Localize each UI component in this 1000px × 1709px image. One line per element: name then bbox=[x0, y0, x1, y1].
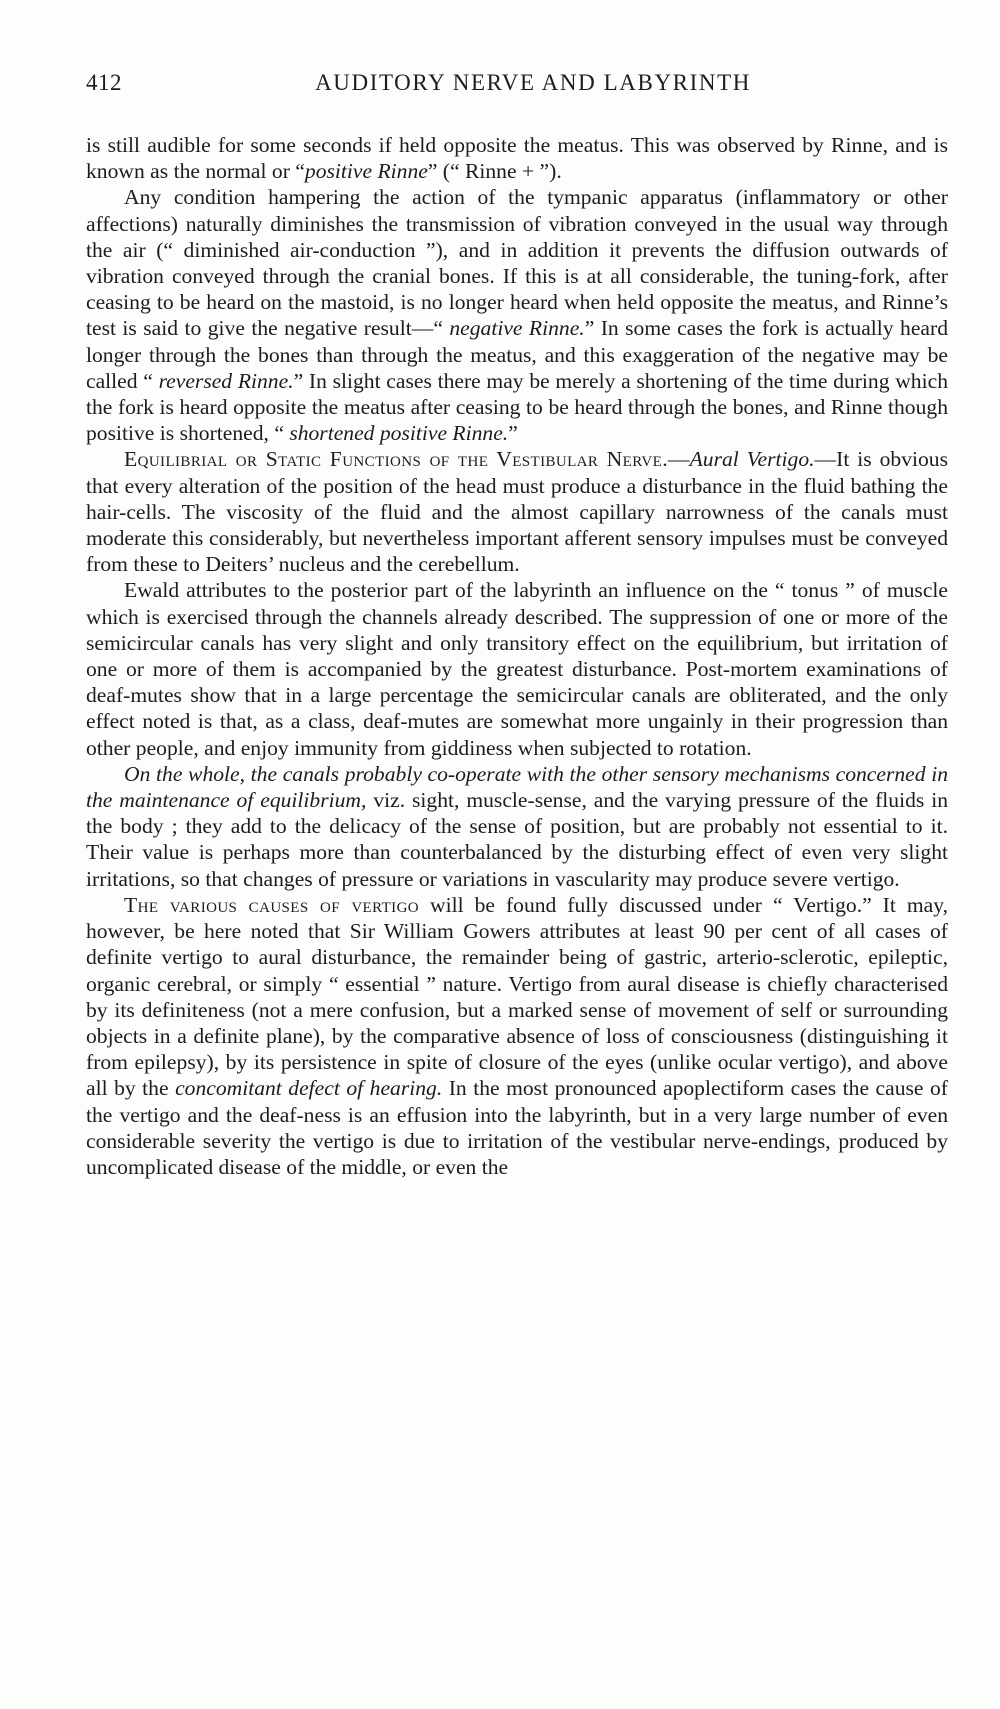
text-span: —It is obvious that every alteration of the position of the head must produce a disturbance in the fluid bathing the hair-cells. The viscosity of the fluid and the almost capillary narrowness of the canals must moderate this considerably, but nevertheless important afferent sensory impulses must be conveyed from these to Deiters’ nucleus and the cerebellum. bbox=[86, 447, 948, 577]
text-span: In the most pronounced apoplectiform cases the cause of the vertigo and the deaf-ness is an effusion into the labyrinth, but in a very large number of even considerable severity the vertigo is due to irritation of the vestibular nerve-endings, produced by uncomplicated disease of the middle, or even the bbox=[86, 1076, 948, 1179]
paragraph-causes-of-vertigo bbox=[86, 892, 948, 1180]
section-heading: Equilibrial or Static Functions of the Vestibular Nerve. bbox=[124, 447, 669, 472]
text-body bbox=[86, 132, 948, 1180]
page-number: 412 bbox=[86, 70, 122, 95]
section-heading: The various causes of vertigo bbox=[124, 892, 420, 917]
running-title: AUDITORY NERVE AND LABYRINTH bbox=[315, 70, 751, 95]
italic-term: concomitant defect of hearing. bbox=[175, 1076, 443, 1101]
text-span: ” In slight cases there may be merely a shortening of the time during which the fork is heard opposite the meatus after ceasing to be heard through the bones, and Rinne though positive is shortened, “ bbox=[86, 368, 948, 446]
paragraph-canals-cooperate bbox=[86, 761, 948, 892]
text-span: will be found fully discussed under “ Vertigo.” It may, however, be here noted that Sir William Gowers attributes at least 90 per cent of all cases of definite vertigo to aural disturbance, the remainder being of gastric, arterio-sclerotic, epileptic, organic cerebral, or simply “ essential ” nature. Vertigo from aural disease is chiefly characterised by its definiteness (not a mere confusion, but a marked sense of movement of self or surrounding objects in a definite plane), by the comparative absence of loss of consciousness (distinguishing it from epilepsy), by its persistence in spite of closure of the eyes (unlike ocular vertigo), and above all by the bbox=[86, 892, 948, 1101]
text-span: viz. sight, muscle-sense, and the varying pressure of the fluids in the body ; they add to the delicacy of the sense of position, but are probably not essential to it. Their value is perhaps more than counterbalanced by the disturbing effect of even very slight irritations, so that changes of pressure or variations in vascularity may produce severe vertigo. bbox=[86, 788, 948, 891]
text-span: — bbox=[668, 447, 690, 472]
paragraph-rinne-positive bbox=[86, 132, 948, 184]
text-span: is still audible for some seconds if held opposite the meatus. This was observed by Rinne, and is known as the normal or “ bbox=[86, 133, 948, 184]
italic-statement: On the whole, the canals probably co-operate with the other sensory mechanisms concerned in the maintenance of equilibrium, bbox=[86, 761, 948, 813]
italic-term: positive Rinne bbox=[304, 159, 428, 184]
text-span: Any condition hampering the action of the tympanic apparatus (inflammatory or other affections) naturally diminishes the transmission of vibration conveyed in the usual way through the air (“ diminished air-conduction ”), and in addition it prevents the diffusion outwards of vibration conveyed through the cranial bones. If this is at all considerable, the tuning-fork, after ceasing to be heard on the mastoid, is no longer heard when held opposite the meatus, and Rinne’s test is said to give the negative result—“ bbox=[86, 185, 948, 341]
italic-subheading: Aural Vertigo. bbox=[689, 447, 815, 472]
text-span: Ewald attributes to the posterior part of the labyrinth an influence on the “ tonus ” of muscle which is exercised through the channels already described. The suppression of one or more of the semicircular canals has very slight and only transitory effect on the equilibrium, but irritation of one or more of them is accompanied by the greatest disturbance. Post-mortem examinations of deaf-mutes show that in a large percentage the semicircular canals are obliterated, and the only effect noted is that, as a class, deaf-mutes are somewhat more ungainly in their progression than other people, and enjoy immunity from giddiness when subjected to rotation. bbox=[86, 578, 948, 760]
text-span: ” bbox=[508, 421, 518, 446]
paragraph-rinne-negative bbox=[86, 184, 948, 446]
italic-term: reversed Rinne. bbox=[158, 368, 294, 393]
paragraph-vestibular-functions bbox=[86, 446, 948, 577]
running-head bbox=[86, 70, 950, 104]
text-span: ” (“ Rinne + ”). bbox=[427, 159, 562, 184]
italic-term: shortened positive Rinne. bbox=[289, 421, 509, 446]
paragraph-ewald bbox=[86, 577, 948, 760]
text-span: ” In some cases the fork is actually heard longer through the bones than through the meatus, and this exaggeration of the negative may be called “ bbox=[86, 316, 948, 393]
italic-term: negative Rinne. bbox=[449, 316, 585, 341]
